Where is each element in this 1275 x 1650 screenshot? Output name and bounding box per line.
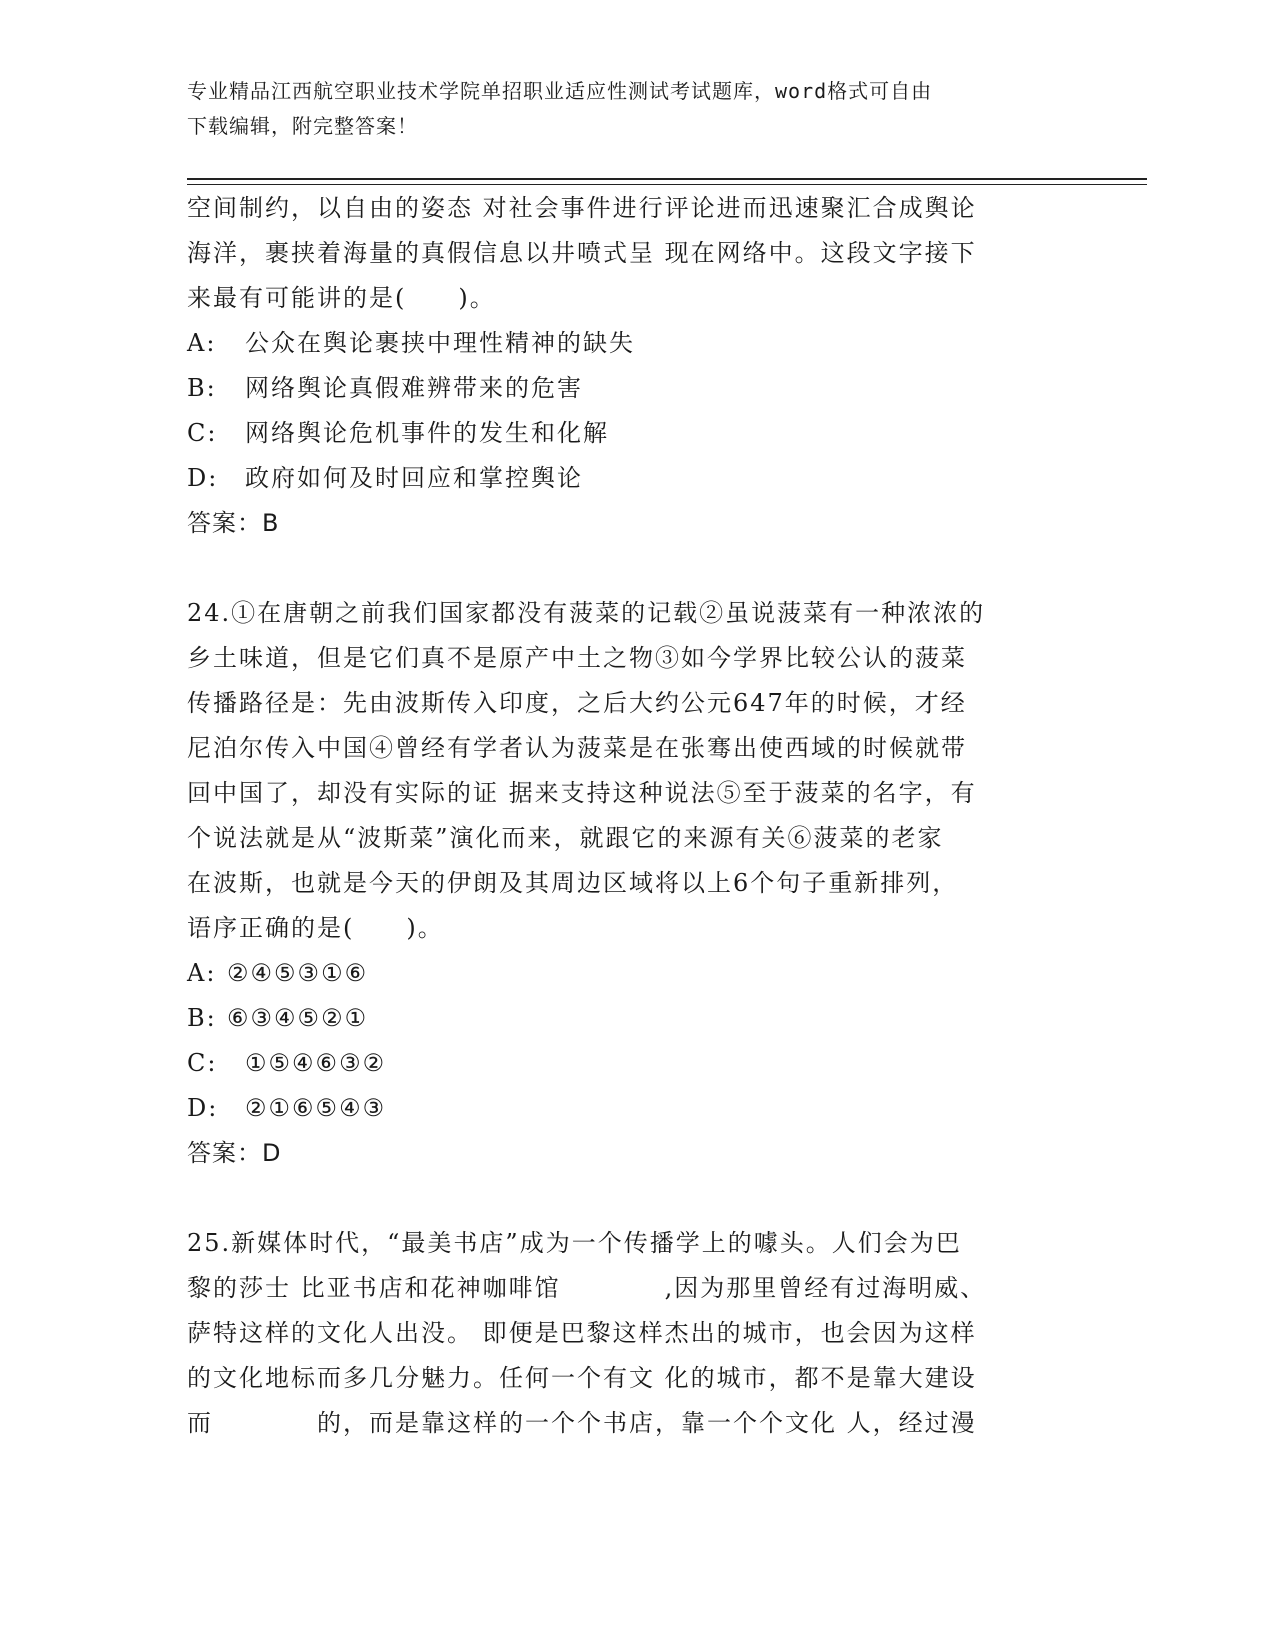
question-24-option-b [187,996,1067,1041]
option-key: C: [187,419,218,447]
stem-line: 萨特这样的文化人出没。 即便是巴黎这样杰出的城市，也会因为这样 [187,1319,977,1347]
stem-line: 空间制约，以自由的姿态 对社会事件进行评论进而迅速聚汇合成舆论 [187,194,977,222]
option-key: C: [187,1049,218,1077]
stem-line: 25.新媒体时代，“最美书店”成为一个传播学上的噱头。人们会为巴 [187,1229,962,1257]
question-23-stem [187,186,1067,321]
option-key: B: [187,374,217,402]
stem-line: 语序正确的是( )。 [187,914,444,942]
stem-line: 乡土味道，但是它们真不是原产中土之物③如今学界比较公认的菠菜 [187,644,967,672]
question-23-option-b [187,366,1067,411]
header-line-1: 专业精品江西航空职业技术学院单招职业适应性测试考试题库，word格式可自由 [187,79,933,103]
question-24-option-d [187,1086,1067,1131]
question-23-option-c [187,411,1067,456]
stem-line: 海洋，裹挟着海量的真假信息以井喷式呈 现在网络中。这段文字接下 [187,239,977,267]
option-text: 网络舆论危机事件的发生和化解 [245,419,609,447]
stem-line: 回中国了，却没有实际的证 据来支持这种说法⑤至于菠菜的名字，有 [187,779,977,807]
option-key: A: [187,329,217,357]
option-text: 公众在舆论裹挟中理性精神的缺失 [245,329,635,357]
option-text: 网络舆论真假难辨带来的危害 [245,374,583,402]
question-24-option-c [187,1041,1067,1086]
header-rule-thick [187,178,1147,180]
option-key: A: [187,959,217,987]
question-25-stem [187,1221,1067,1446]
stem-line: 来最有可能讲的是( )。 [187,284,496,312]
question-23-answer: 答案：B [187,509,280,537]
stem-line: 个说法就是从“波斯菜”演化而来，就跟它的来源有关⑥菠菜的老家 [187,824,944,852]
option-key: D: [187,464,219,492]
stem-line: 黎的莎士 比亚书店和花神咖啡馆 ,因为那里曾经有过海明威、 [187,1274,987,1302]
question-24-stem [187,591,1067,951]
option-text: ②①⑥⑤④③ [245,1094,387,1122]
stem-line: 24.①在唐朝之前我们国家都没有菠菜的记载②虽说菠菜有一种浓浓的 [187,599,986,627]
question-24-option-a [187,951,1067,996]
question-content [187,186,1067,1446]
option-text: ②④⑤③①⑥ [227,959,369,987]
stem-line: 而 的，而是靠这样的一个个书店，靠一个个文化 人，经过漫 [187,1409,977,1437]
option-text: ①⑤④⑥③② [245,1049,387,1077]
question-23-option-a [187,321,1067,366]
option-text: ⑥③④⑤②① [227,1004,369,1032]
header-rule-thin [187,184,1147,185]
stem-line: 在波斯，也就是今天的伊朗及其周边区域将以上6个句子重新排列， [187,869,959,897]
question-24 [187,591,1067,1176]
option-key: D: [187,1094,219,1122]
page-header [187,74,1067,144]
question-25 [187,1221,1067,1446]
stem-line: 的文化地标而多几分魅力。任何一个有文 化的城市，都不是靠大建设 [187,1364,977,1392]
question-24-answer: 答案：D [187,1139,282,1167]
option-key: B: [187,1004,217,1032]
option-text: 政府如何及时回应和掌控舆论 [245,464,583,492]
question-23 [187,186,1067,546]
spacer [187,546,1067,591]
stem-line: 尼泊尔传入中国④曾经有学者认为菠菜是在张骞出使西域的时候就带 [187,734,967,762]
stem-line: 传播路径是：先由波斯传入印度，之后大约公元647年的时候，才经 [187,689,967,717]
spacer [187,1176,1067,1221]
question-23-option-d [187,456,1067,501]
header-line-2: 下载编辑，附完整答案！ [187,114,418,138]
